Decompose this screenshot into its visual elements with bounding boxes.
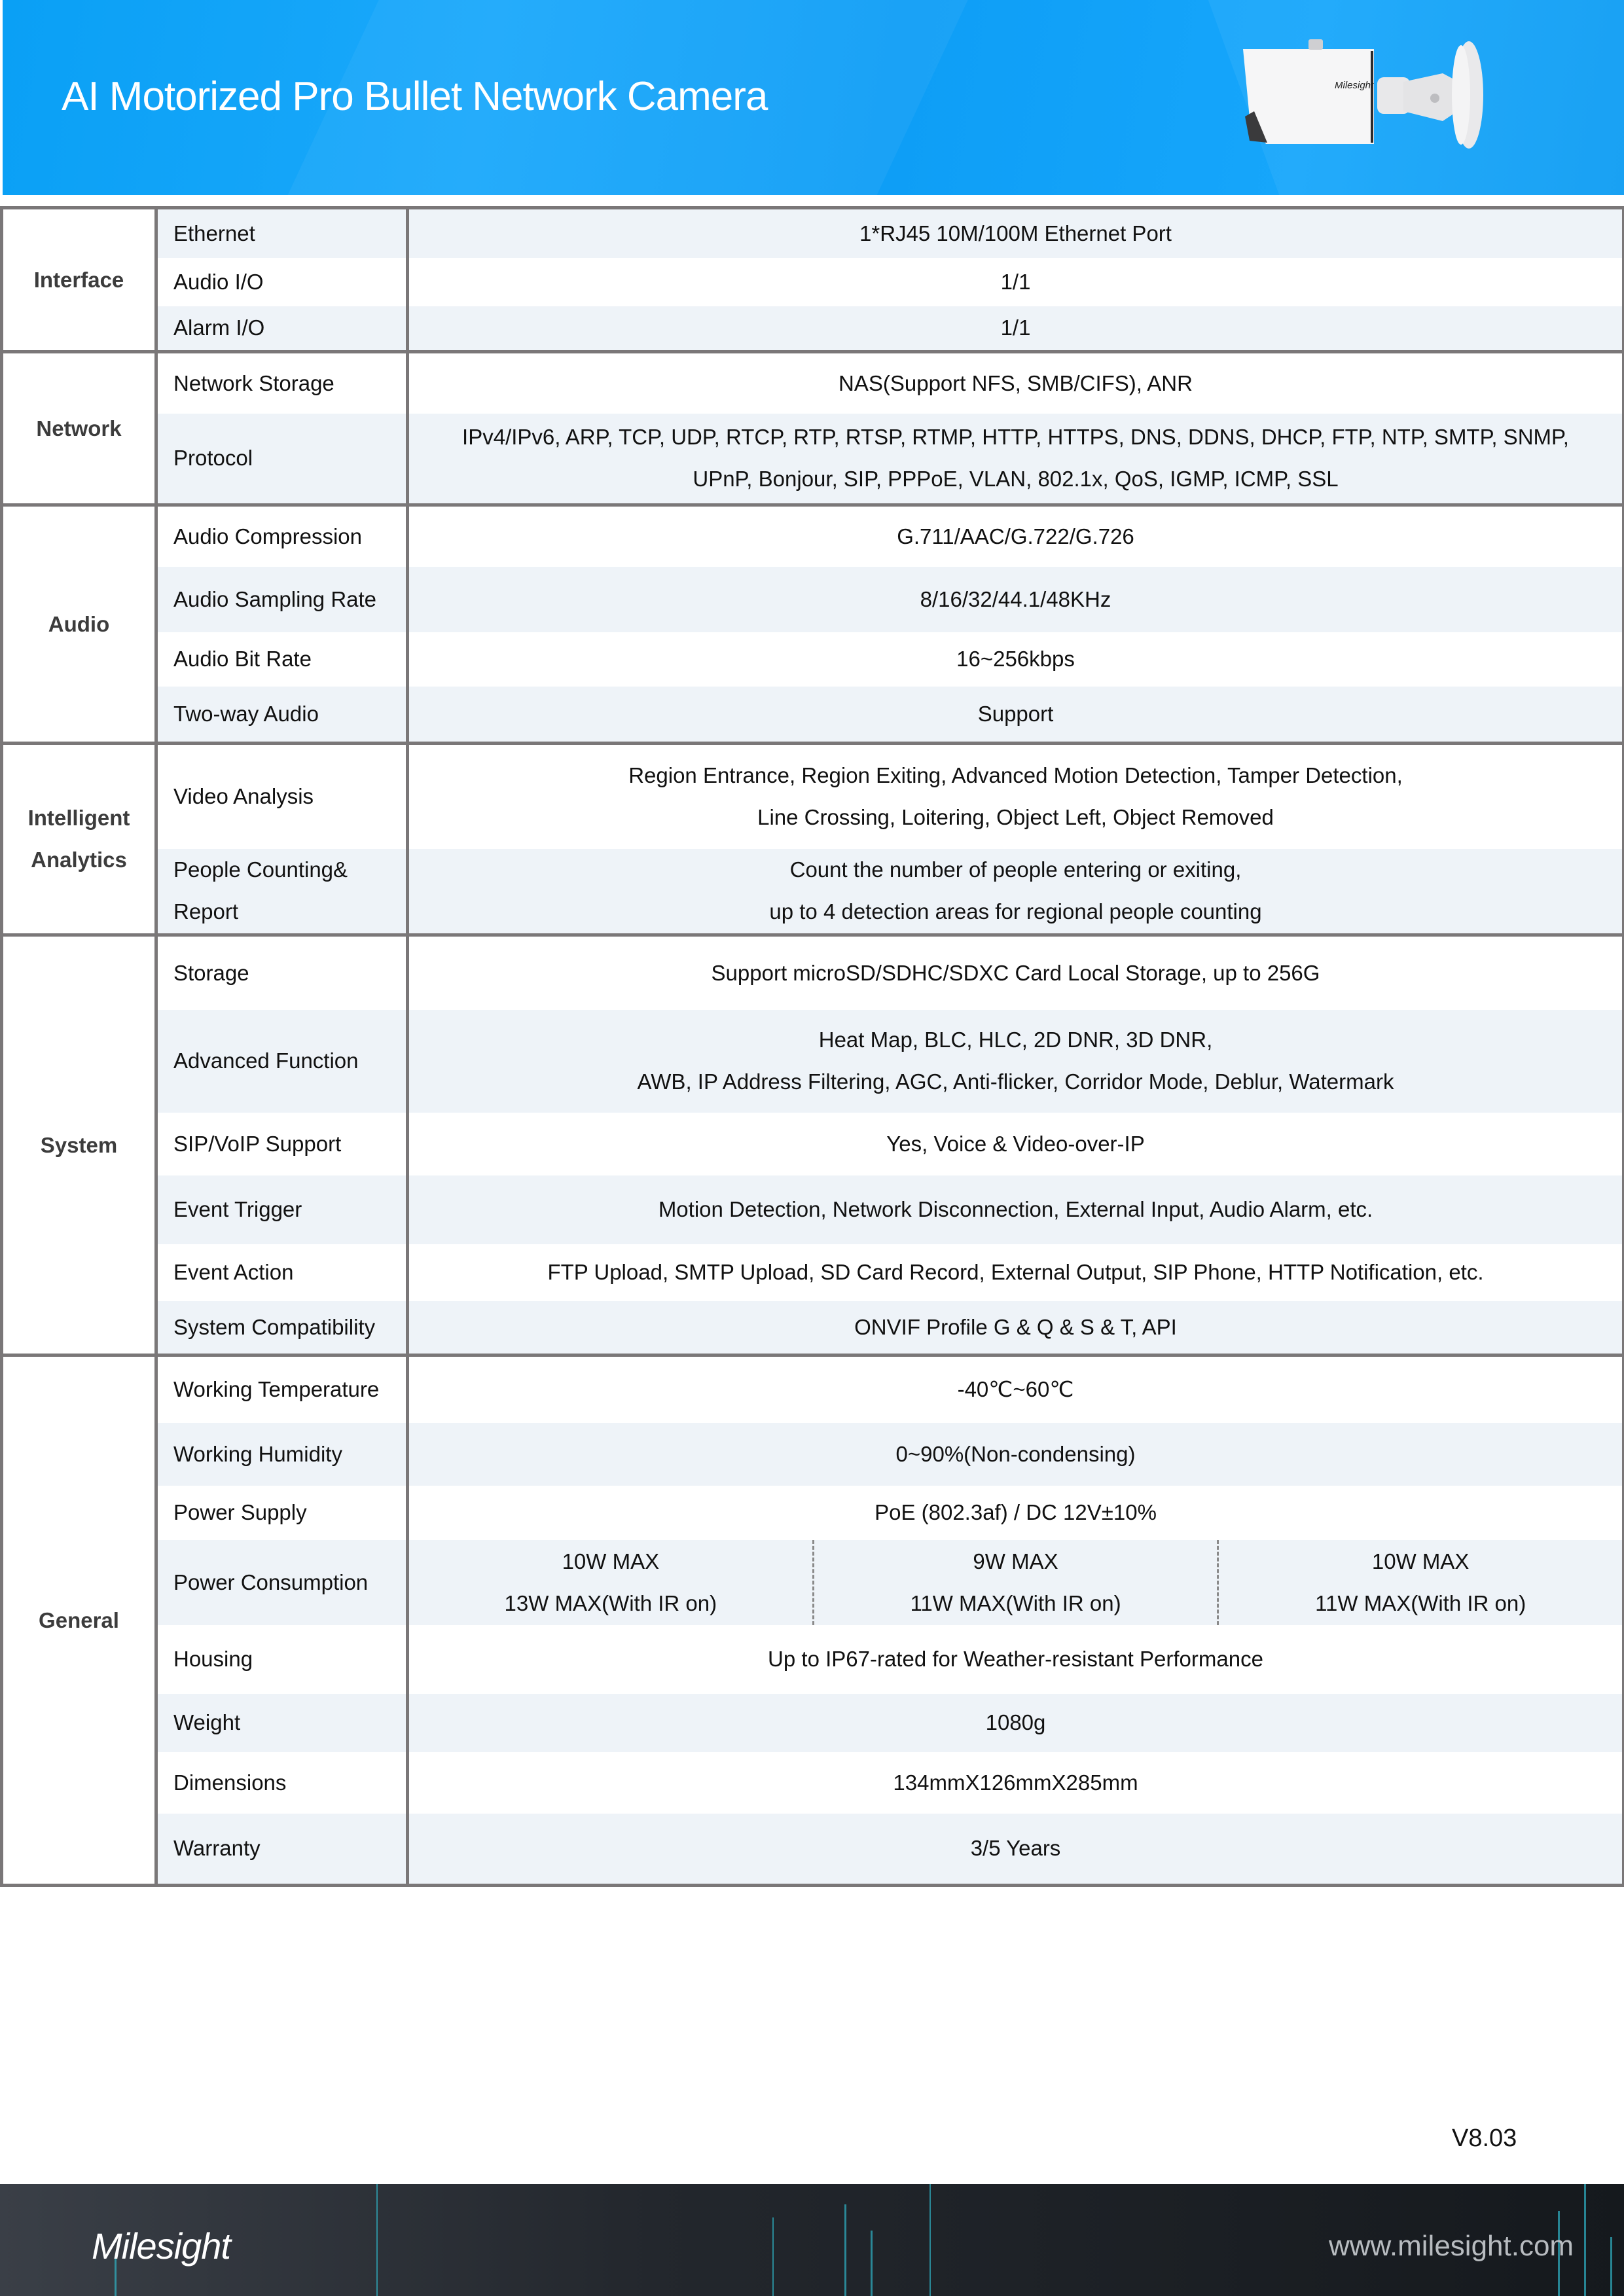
power-value: 10W MAX <box>562 1549 660 1573</box>
spec-label: Advanced Function <box>173 1049 359 1073</box>
power-value: 9W MAX <box>973 1549 1058 1573</box>
spec-row <box>2 1540 1624 1625</box>
page-title: AI Motorized Pro Bullet Network Camera <box>62 74 768 119</box>
power-value: 11W MAX(With IR on) <box>910 1590 1121 1615</box>
spec-value-cell <box>408 352 1624 414</box>
spec-value-cell <box>408 1423 1624 1486</box>
spec-value-cell <box>408 306 1624 352</box>
spec-value-cell <box>408 1694 1624 1752</box>
spec-value: 134mmX126mmX285mm <box>893 1770 1138 1795</box>
spec-label-cell <box>156 935 408 1010</box>
spec-label: Power Consumption <box>173 1570 369 1594</box>
spec-value: 1/1 <box>1000 269 1031 294</box>
spec-label: Audio Sampling Rate <box>173 586 377 611</box>
footer-decoration <box>871 2231 873 2296</box>
header-banner <box>3 0 1624 195</box>
spec-label-cell <box>156 1625 408 1694</box>
spec-row <box>2 414 1624 505</box>
spec-label-cell <box>156 1814 408 1886</box>
spec-row <box>2 1814 1624 1886</box>
spec-row <box>2 1244 1624 1301</box>
spec-row <box>2 1010 1624 1113</box>
spec-label-cell <box>156 1301 408 1355</box>
spec-label: Power Supply <box>173 1500 307 1524</box>
spec-value-cell <box>408 744 1624 849</box>
power-value: 13W MAX(With IR on) <box>504 1590 717 1615</box>
spec-value: PoE (802.3af) / DC 12V±10% <box>875 1500 1157 1524</box>
spec-label-cell <box>156 1113 408 1175</box>
spec-label: Protocol <box>173 446 253 471</box>
spec-row <box>2 306 1624 352</box>
spec-label: Working Temperature <box>173 1377 380 1402</box>
power-value: 11W MAX(With IR on) <box>1315 1590 1526 1615</box>
spec-value: FTP Upload, SMTP Upload, SD Card Record, External Output, SIP Phone, HTTP Notification, etc. <box>547 1260 1484 1284</box>
spec-label: People Counting& <box>173 857 348 882</box>
category-cell <box>2 352 156 505</box>
spec-label: Alarm I/O <box>173 315 265 340</box>
spec-row <box>2 1694 1624 1752</box>
spec-value-cell <box>408 1540 1624 1625</box>
spec-label: Storage <box>173 960 249 985</box>
spec-row <box>2 505 1624 567</box>
spec-label-cell <box>156 1355 408 1423</box>
spec-row <box>2 1355 1624 1423</box>
spec-label: Report <box>173 899 239 924</box>
category-label: Analytics <box>31 848 127 872</box>
footer-decoration <box>772 2217 774 2296</box>
category-label: System <box>40 1132 118 1157</box>
spec-row <box>2 1625 1624 1694</box>
category-label: Interface <box>33 267 124 292</box>
spec-value-cell <box>408 505 1624 567</box>
spec-label: System Compatibility <box>173 1314 376 1339</box>
spec-label: Weight <box>173 1710 241 1734</box>
spec-table <box>0 206 1624 1887</box>
spec-row <box>2 208 1624 258</box>
spec-value-cell <box>408 1244 1624 1301</box>
spec-row <box>2 687 1624 744</box>
spec-value-cell <box>408 1752 1624 1814</box>
spec-value-cell <box>408 935 1624 1010</box>
spec-value-cell <box>408 632 1624 687</box>
spec-label: Event Trigger <box>173 1197 302 1221</box>
spec-label-cell <box>156 744 408 849</box>
spec-value: Heat Map, BLC, HLC, 2D DNR, 3D DNR, <box>818 1028 1213 1052</box>
spec-label-cell <box>156 1244 408 1301</box>
website-link[interactable]: www.milesight.com <box>1329 2230 1574 2262</box>
spec-value-cell <box>408 414 1624 505</box>
spec-label: Audio I/O <box>173 269 264 294</box>
spec-label: Dimensions <box>173 1770 287 1795</box>
category-label: Audio <box>48 611 110 636</box>
category-cell <box>2 505 156 744</box>
spec-value: G.711/AAC/G.722/G.726 <box>897 524 1134 548</box>
spec-value-cell <box>408 1814 1624 1886</box>
spec-row <box>2 935 1624 1010</box>
spec-value: IPv4/IPv6, ARP, TCP, UDP, RTCP, RTP, RTSP, RTMP, HTTP, HTTPS, DNS, DDNS, DHCP, FTP, NTP, SMTP, SNMP, <box>462 425 1569 450</box>
spec-value: Region Entrance, Region Exiting, Advanced Motion Detection, Tamper Detection, <box>628 763 1403 788</box>
spec-value: Line Crossing, Loitering, Object Left, Object Removed <box>757 805 1274 830</box>
spec-value: 3/5 Years <box>970 1836 1061 1861</box>
spec-label-cell <box>156 1486 408 1540</box>
milesight-logo: Milesight <box>92 2225 230 2267</box>
power-variant <box>409 1540 812 1625</box>
spec-value-cell <box>408 258 1624 306</box>
spec-label-cell <box>156 208 408 258</box>
spec-label: Audio Compression <box>173 524 362 548</box>
spec-label-cell <box>156 687 408 744</box>
spec-value-cell <box>408 687 1624 744</box>
footer-decoration <box>1584 2184 1586 2296</box>
category-cell <box>2 208 156 352</box>
spec-value: -40℃~60℃ <box>957 1377 1074 1402</box>
spec-label-cell <box>156 849 408 935</box>
spec-value: Yes, Voice & Video-over-IP <box>886 1131 1145 1156</box>
spec-label: Housing <box>173 1647 253 1671</box>
spec-row <box>2 1301 1624 1355</box>
spec-label-cell <box>156 1694 408 1752</box>
category-label: Intelligent <box>27 806 130 830</box>
spec-value: UPnP, Bonjour, SIP, PPPoE, VLAN, 802.1x, QoS, IGMP, ICMP, SSL <box>693 467 1339 492</box>
spec-label-cell <box>156 632 408 687</box>
spec-value: AWB, IP Address Filtering, AGC, Anti-flicker, Corridor Mode, Deblur, Watermark <box>637 1069 1394 1094</box>
spec-row <box>2 352 1624 414</box>
power-consumption-variants <box>409 1540 1622 1625</box>
bullet-camera-image <box>1227 33 1593 157</box>
spec-label-cell <box>156 352 408 414</box>
spec-value-cell <box>408 1486 1624 1540</box>
category-cell <box>2 1355 156 1886</box>
spec-row <box>2 1752 1624 1814</box>
spec-value: ONVIF Profile G & Q & S & T, API <box>854 1314 1177 1339</box>
spec-label: Video Analysis <box>173 784 314 809</box>
spec-row <box>2 567 1624 632</box>
spec-value: Support <box>977 701 1054 726</box>
spec-label-cell <box>156 1752 408 1814</box>
spec-value: 1080g <box>985 1710 1046 1734</box>
spec-label: Network Storage <box>173 370 334 395</box>
category-cell <box>2 935 156 1355</box>
spec-value: Support microSD/SDHC/SDXC Card Local Storage, up to 256G <box>711 960 1320 985</box>
spec-value: Up to IP67-rated for Weather-resistant Performance <box>768 1647 1263 1671</box>
spec-value-cell <box>408 1175 1624 1244</box>
spec-row <box>2 1175 1624 1244</box>
category-cell <box>2 744 156 935</box>
spec-label: Ethernet <box>173 221 255 245</box>
spec-row <box>2 1113 1624 1175</box>
spec-row <box>2 258 1624 306</box>
category-label: General <box>39 1607 119 1632</box>
spec-row <box>2 632 1624 687</box>
version-label: V8.03 <box>1452 2125 1517 2152</box>
spec-value-cell <box>408 1625 1624 1694</box>
spec-label: Event Action <box>173 1260 294 1284</box>
spec-row <box>2 849 1624 935</box>
footer-decoration <box>376 2184 378 2296</box>
spec-label: Audio Bit Rate <box>173 647 312 671</box>
spec-value-cell <box>408 1113 1624 1175</box>
spec-value-cell <box>408 1301 1624 1355</box>
power-variant <box>812 1540 1218 1625</box>
spec-label-cell <box>156 414 408 505</box>
spec-label-cell <box>156 1540 408 1625</box>
spec-label: Warranty <box>173 1836 261 1861</box>
spec-value-cell <box>408 849 1624 935</box>
spec-value: 8/16/32/44.1/48KHz <box>920 586 1111 611</box>
camera-brand-label: Milesight <box>1335 80 1374 91</box>
spec-label: Two-way Audio <box>173 701 319 726</box>
footer-decoration <box>929 2184 931 2296</box>
spec-value: 1*RJ45 10M/100M Ethernet Port <box>859 221 1172 245</box>
spec-row <box>2 1486 1624 1540</box>
spec-value-cell <box>408 1010 1624 1113</box>
spec-value-cell <box>408 208 1624 258</box>
spec-value: 1/1 <box>1000 315 1031 340</box>
spec-label-cell <box>156 1423 408 1486</box>
spec-value: 0~90%(Non-condensing) <box>895 1441 1136 1466</box>
footer-decoration <box>1610 2237 1612 2296</box>
spec-value-cell <box>408 1355 1624 1423</box>
footer-banner <box>0 2184 1624 2296</box>
spec-label-cell <box>156 1010 408 1113</box>
spec-label: SIP/VoIP Support <box>173 1131 342 1156</box>
spec-value: Motion Detection, Network Disconnection, External Input, Audio Alarm, etc. <box>658 1197 1373 1221</box>
power-value: 10W MAX <box>1371 1549 1470 1573</box>
spec-value: up to 4 detection areas for regional people counting <box>769 899 1262 924</box>
spec-label-cell <box>156 505 408 567</box>
spec-row <box>2 744 1624 849</box>
spec-label-cell <box>156 1175 408 1244</box>
spec-label-cell <box>156 258 408 306</box>
power-variant <box>1217 1540 1622 1625</box>
spec-value-cell <box>408 567 1624 632</box>
spec-value: Count the number of people entering or exiting, <box>789 857 1242 882</box>
spec-row <box>2 1423 1624 1486</box>
spec-value: 16~256kbps <box>956 647 1075 671</box>
category-label: Network <box>36 416 122 440</box>
spec-label-cell <box>156 306 408 352</box>
spec-value: NAS(Support NFS, SMB/CIFS), ANR <box>839 370 1193 395</box>
spec-label: Working Humidity <box>173 1441 342 1466</box>
spec-label-cell <box>156 567 408 632</box>
footer-decoration <box>844 2204 846 2296</box>
